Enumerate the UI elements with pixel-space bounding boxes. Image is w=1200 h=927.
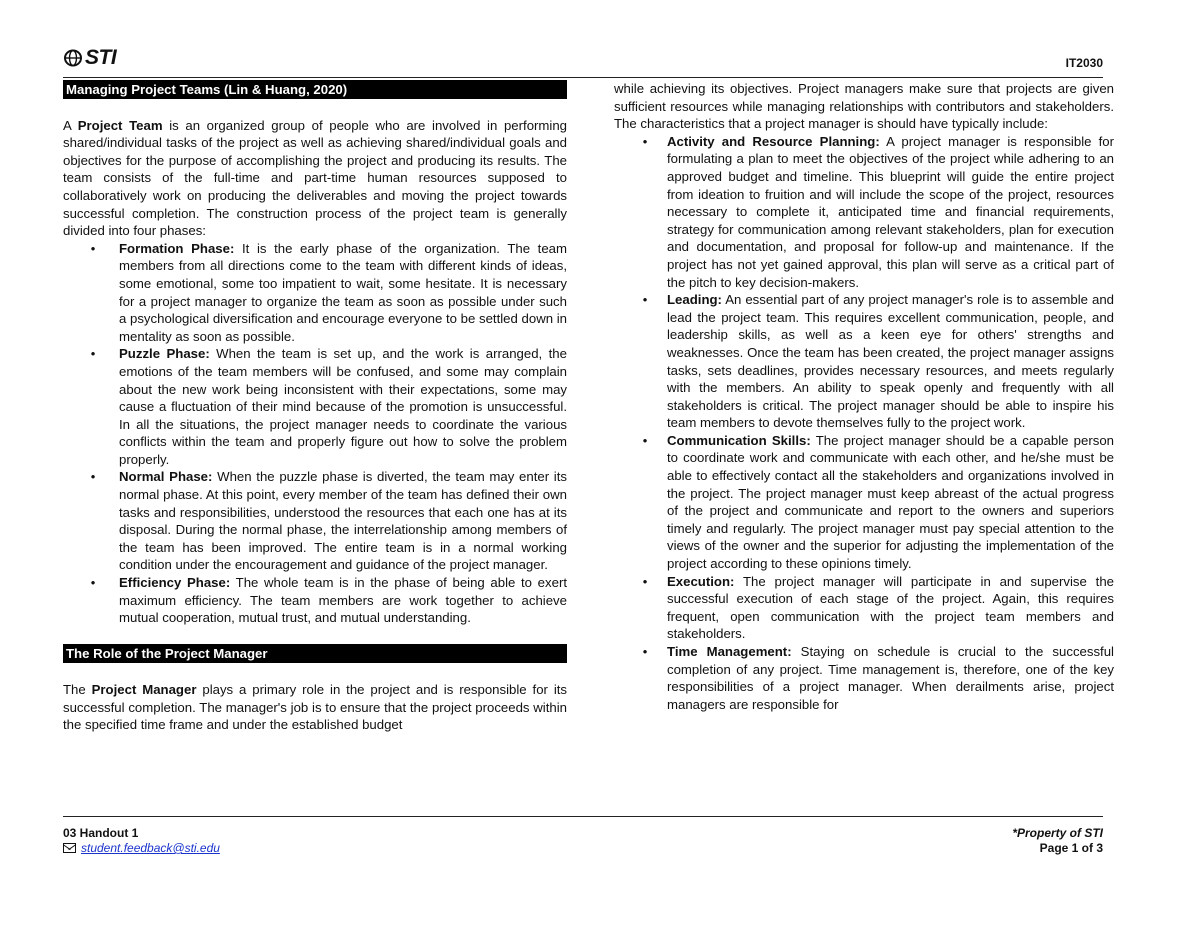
- trait-title: Execution:: [667, 573, 735, 589]
- bullet-icon: •: [642, 133, 648, 149]
- footer-left: [63, 826, 220, 856]
- trait-title: Communication Skills:: [667, 432, 811, 448]
- phase-title: Efficiency Phase:: [119, 575, 231, 591]
- bullet-icon: •: [642, 292, 648, 308]
- project-manager-paragraph: [63, 681, 567, 734]
- bullet-icon: •: [90, 575, 96, 591]
- trait-text: The project manager will participate in and supervise the successful execution of each stage of the project. Again, this requires frequent, open communication with the project team members and stakeholders.: [667, 573, 1114, 642]
- role-text: plays a primary role in the project and is responsible for its successful completion. The manager's job is to ensure that the project proceeds within the specified time frame and under the established budget: [63, 682, 568, 733]
- list-item: [63, 574, 567, 627]
- phase-text: When the team is set up, and the work is arranged, the emotions of the team members will be confused, and some may complain about the new work being inconsistent with their expectations, some may cause a fluctuation of their mind because of the promotion is unsuccessful. In all the situations, the project manager needs to coordinate the various conflicts within the team and properly figure out how to solve the problem properly.: [119, 346, 567, 467]
- intro-text: is an organized group of people who are involved in performing shared/individual tasks of the project as well as achieving shared/individual goals and objectives for the purpose of accomplishing the project and producing its results. The team consists of the full-time and part-time human resources supposed to collaboratively work on producing the deliverables and moving the project towards successful completion. The construction process of the project team is generally divided into four phases:: [63, 117, 567, 239]
- handout-label: 03 Handout 1: [63, 826, 139, 840]
- trait-text: A project manager is responsible for formulating a plan to meet the objectives of the project while adhering to an approved budget and timeline. This blueprint will guide the entire project from ideation to fruition and will include the scope of the project, resources necessary to complete it, anticipated time and financial requirements, strategy for communication among relevant stakeholders, plan for execution and documentation, and proposal for follow-up and maintenance. If the project has not yet gained approval, this plan will serve as a critical part of the pitch to key decision-makers.: [667, 133, 1115, 290]
- sti-logo: [63, 46, 116, 70]
- list-item: [614, 133, 1114, 291]
- term-project-manager: Project Manager: [91, 682, 197, 697]
- page-footer: [63, 816, 1103, 855]
- list-item: [63, 240, 567, 346]
- list-item: [63, 345, 567, 468]
- course-code: IT2030: [1065, 56, 1103, 70]
- trait-title: Time Management:: [667, 644, 792, 659]
- bullet-icon: •: [90, 469, 96, 485]
- phase-text: It is the early phase of the organization. The team members from all directions come to the team with different kinds of ideas, some emotional, some too impatient to wait, some hesitate. It is necessary for a project manager to organize the team as soon as possible under such a psychological diversification and encourage everyone to be settled down in mentality as soon as possible.: [119, 240, 568, 344]
- feedback-email-link[interactable]: student.feedback@sti.edu: [81, 841, 220, 855]
- right-column: [614, 80, 1114, 713]
- list-item: [614, 573, 1114, 643]
- phase-title: Normal Phase:: [119, 469, 213, 485]
- list-item: [614, 291, 1114, 432]
- bullet-icon: •: [642, 573, 648, 589]
- bullet-icon: •: [642, 644, 648, 659]
- bullet-icon: •: [90, 240, 96, 256]
- phase-text: When the puzzle phase is diverted, the team may enter its normal phase. At this point, every member of the team has defined their own tasks and responsibilities, understood the resources that each one has at its disposal. During the normal phase, the interrelationship among members of the team has been improved. The entire team is in a normal working condition under the encouragement and guidance of the project manager.: [119, 469, 567, 573]
- section-heading-managing-teams: Managing Project Teams (Lin & Huang, 2020): [63, 80, 567, 99]
- footer-right: [1012, 826, 1103, 856]
- trait-text: Staying on schedule is crucial to the successful completion of any project. Time management is, therefore, one of the key responsibilities of a project manager. When derailments arise, project managers are responsible for: [667, 644, 1114, 712]
- logo-text: STI: [85, 46, 117, 69]
- bullet-icon: •: [642, 432, 648, 448]
- term-project-team: Project Team: [77, 117, 163, 133]
- property-label: *Property of STI: [1012, 826, 1103, 840]
- phase-list: [63, 240, 567, 627]
- trait-text: The project manager should be a capable person to coordinate work and communicate with each other, and he/she must be able to effectively contact all the stakeholders and organizations involved in the project. The project manager must keep abreast of the actual progress of the project and communicate and report to the owners and superiors timely and regularly. The project manager must pay special attention to the views of the owner and the superior for adjusting the implementation of the project according to these opinions timely.: [667, 432, 1114, 572]
- page-number: Page 1 of 3: [1039, 841, 1103, 855]
- continuation-paragraph: while achieving its objectives. Project managers make sure that projects are given sufficient resources while managing relationships with contributors and stakeholders. The characteristics that a project manager is should have typically include:: [614, 81, 1114, 132]
- page-header: [63, 44, 1103, 78]
- trait-list: [614, 133, 1114, 714]
- mail-icon: [63, 843, 76, 853]
- project-team-paragraph: [63, 117, 567, 240]
- globe-icon: [63, 49, 83, 67]
- role-pre: The: [63, 682, 92, 697]
- trait-title: Activity and Resource Planning:: [667, 133, 880, 149]
- section-heading-project-manager: The Role of the Project Manager: [63, 644, 567, 663]
- left-column: [63, 80, 567, 734]
- intro-pre: A: [63, 117, 78, 133]
- phase-title: Puzzle Phase:: [119, 346, 210, 362]
- list-item: [614, 432, 1114, 573]
- list-item: [63, 468, 567, 574]
- trait-title: Leading:: [667, 292, 722, 308]
- phase-text: The whole team is in the phase of being able to exert maximum efficiency. The team members are work together to achieve mutual cooperation, mutual trust, and mutual understanding.: [119, 575, 567, 626]
- bullet-icon: •: [90, 346, 96, 362]
- trait-text: An essential part of any project manager's role is to assemble and lead the project team. This requires excellent communication, people, and leadership skills, as well as a keen eye for others' strengths and weaknesses. Once the team has been created, the project manager assigns tasks, sets deadlines, provides necessary resources, and meets regularly with the members. An ability to speak openly and frequently with all stakeholders is critical. The project manager should be able to inspire his team members to devote themselves fully to the project work.: [667, 292, 1114, 431]
- list-item: [614, 643, 1114, 713]
- phase-title: Formation Phase:: [119, 240, 235, 256]
